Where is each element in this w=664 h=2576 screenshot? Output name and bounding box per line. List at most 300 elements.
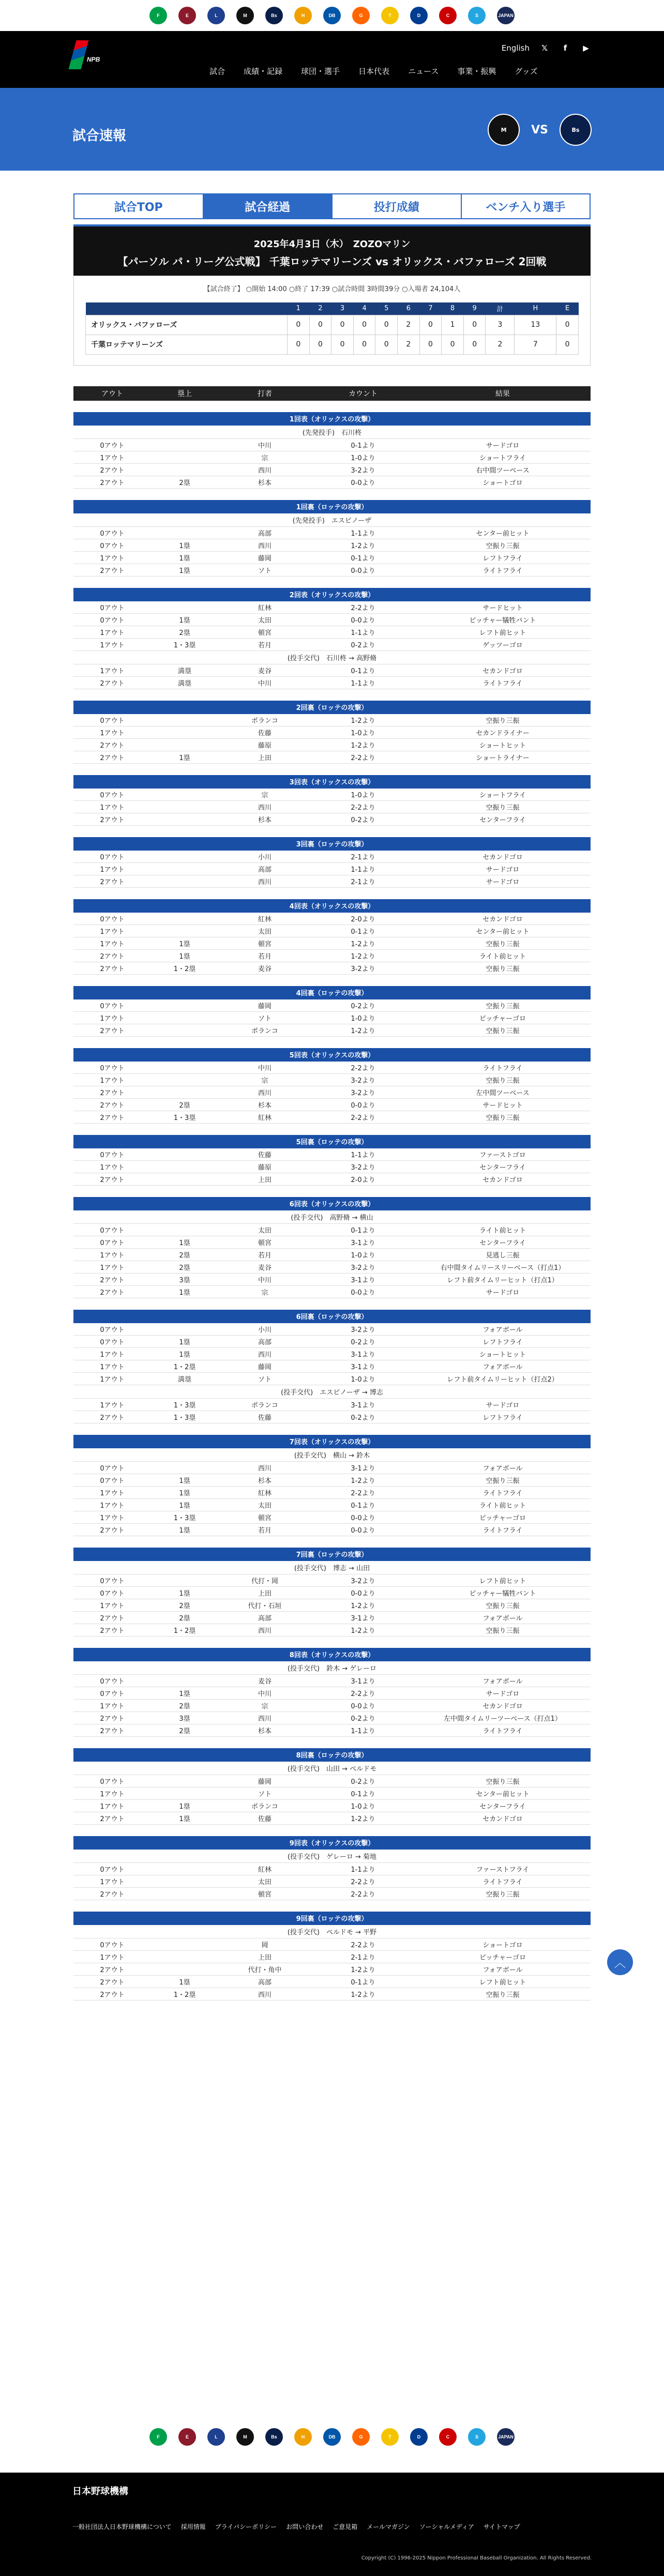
batter[interactable]: 麦谷: [218, 962, 311, 975]
runners: 1塁: [151, 937, 218, 950]
nav-item[interactable]: 日本代表: [358, 67, 390, 76]
batter[interactable]: 藤岡: [218, 999, 311, 1012]
inning-header: [73, 500, 591, 513]
scoreboard-header-cell: 3: [331, 302, 354, 315]
play-result: 空振り三振: [415, 539, 591, 552]
out-count: 0アウト: [73, 1687, 151, 1700]
play-result: 右中間タイムリースリーベース（打点1）: [415, 1261, 591, 1274]
batter[interactable]: ポランコ: [218, 1800, 311, 1812]
batter[interactable]: 上田: [218, 1173, 311, 1186]
scoreboard-team-name[interactable]: オリックス・バファローズ: [86, 315, 288, 335]
batter[interactable]: 西川: [218, 539, 311, 552]
batter[interactable]: 杉本: [218, 1474, 311, 1487]
play-row: [73, 1224, 591, 1236]
out-count: 0アウト: [73, 439, 151, 451]
batter[interactable]: 中川: [218, 1687, 311, 1700]
play-result: ライト前ヒット: [415, 1224, 591, 1236]
runners: 1・2塁: [151, 962, 218, 975]
out-count: 1アウト: [73, 925, 151, 937]
play-row: [73, 925, 591, 937]
batter[interactable]: 佐藤: [218, 726, 311, 739]
team-logo-icon[interactable]: T: [381, 2428, 399, 2446]
pitcher-note: (投手交代) エスピノーザ → 博志: [73, 1385, 591, 1399]
batter[interactable]: 麦谷: [218, 664, 311, 677]
play-result: ピッチャーゴロ: [415, 1012, 591, 1024]
runners: [151, 913, 218, 925]
team-logo-icon[interactable]: T: [381, 7, 399, 24]
inning-header: [73, 1435, 591, 1448]
team-logo-icon[interactable]: JAPAN: [497, 7, 515, 24]
play-result: ショートフライ: [415, 789, 591, 801]
nav-item[interactable]: 事業・振興: [457, 67, 496, 76]
play-row: [73, 1976, 591, 1988]
runners: [151, 601, 218, 614]
batter[interactable]: ソト: [218, 1373, 311, 1385]
runners: [151, 1888, 218, 1900]
out-count: 1アウト: [73, 1511, 151, 1524]
batter[interactable]: 紅林: [218, 913, 311, 925]
batter[interactable]: 頓宮: [218, 1236, 311, 1249]
home-team-logo[interactable]: M: [488, 114, 520, 146]
team-logo-icon[interactable]: DB: [323, 2428, 341, 2446]
batter[interactable]: ポランコ: [218, 1024, 311, 1037]
out-count: 2アウト: [73, 1173, 151, 1186]
out-count: 0アウト: [73, 789, 151, 801]
batter[interactable]: 宗: [218, 1286, 311, 1298]
play-row: [73, 626, 591, 639]
batter[interactable]: 太田: [218, 1499, 311, 1511]
page-banner: [0, 88, 664, 171]
ball-count: 0-1より: [311, 925, 415, 937]
batter[interactable]: 麦谷: [218, 1675, 311, 1687]
batter[interactable]: ソト: [218, 1787, 311, 1800]
scoreboard-header-cell: 2: [309, 302, 331, 315]
scoreboard-cell: 0: [419, 315, 442, 335]
runners: 1塁: [151, 1236, 218, 1249]
batter[interactable]: 太田: [218, 1224, 311, 1236]
facebook-icon[interactable]: f: [563, 43, 567, 53]
batter[interactable]: 西川: [218, 1988, 311, 2001]
play-row: [73, 913, 591, 925]
batter[interactable]: 代打・石垣: [218, 1599, 311, 1612]
footer-link[interactable]: ソーシャルメディア: [419, 2523, 474, 2530]
batter[interactable]: 小川: [218, 1323, 311, 1336]
out-count: 2アウト: [73, 1612, 151, 1624]
pbp-spacer: [73, 1536, 591, 1548]
ball-count: 1-0より: [311, 1800, 415, 1812]
out-count: 2アウト: [73, 1963, 151, 1976]
pitcher-note-row: [73, 1762, 591, 1775]
batter[interactable]: 高部: [218, 527, 311, 539]
inning-header: [73, 837, 591, 851]
batter[interactable]: 若月: [218, 950, 311, 962]
ball-count: 0-2より: [311, 1336, 415, 1348]
batter[interactable]: 藤岡: [218, 1775, 311, 1787]
team-logo-icon[interactable]: E: [178, 2428, 196, 2446]
out-count: 0アウト: [73, 1474, 151, 1487]
tab-stats[interactable]: 投打成績: [333, 193, 462, 219]
out-count: 1アウト: [73, 1348, 151, 1360]
play-result: 左中間タイムリーツーベース（打点1）: [415, 1712, 591, 1724]
out-count: 0アウト: [73, 1323, 151, 1336]
ball-count: 1-1より: [311, 863, 415, 875]
ball-count: 3-2より: [311, 1323, 415, 1336]
batter[interactable]: 頓宮: [218, 937, 311, 950]
team-logo-icon[interactable]: Bs: [265, 7, 283, 24]
nav-item[interactable]: 試合: [209, 67, 225, 76]
play-row: [73, 813, 591, 826]
team-logo-icon[interactable]: C: [439, 2428, 457, 2446]
batter[interactable]: 紅林: [218, 1111, 311, 1124]
pbp-header-cell: アウト: [73, 386, 151, 401]
runners: 満塁: [151, 1373, 218, 1385]
out-count: 0アウト: [73, 1775, 151, 1787]
out-count: 2アウト: [73, 950, 151, 962]
runners: [151, 789, 218, 801]
play-result: サードゴロ: [415, 1286, 591, 1298]
batter[interactable]: 高部: [218, 1976, 311, 1988]
ball-count: 1-2より: [311, 1624, 415, 1636]
team-logo-icon[interactable]: Bs: [265, 2428, 283, 2446]
ball-count: 2-1より: [311, 875, 415, 888]
footer-link[interactable]: お問い合わせ: [286, 2523, 324, 2530]
batter[interactable]: 麦谷: [218, 1261, 311, 1274]
scroll-top-button[interactable]: [607, 1949, 633, 1975]
scoreboard-cell: 3: [486, 315, 515, 335]
footer-link[interactable]: ご意見箱: [333, 2523, 358, 2530]
batter[interactable]: 中川: [218, 1062, 311, 1074]
play-result: 空振り三振: [415, 1599, 591, 1612]
team-logo-icon[interactable]: S: [468, 2428, 486, 2446]
batter[interactable]: 頓宮: [218, 626, 311, 639]
batter[interactable]: 西川: [218, 801, 311, 813]
tab-game-top[interactable]: 試合TOP: [73, 193, 204, 219]
out-count: 0アウト: [73, 1574, 151, 1587]
out-count: 1アウト: [73, 801, 151, 813]
ball-count: 2-2より: [311, 751, 415, 764]
batter[interactable]: 杉本: [218, 476, 311, 489]
batter[interactable]: 若月: [218, 1249, 311, 1261]
pitcher-note: (投手交代) 高野脩 → 横山: [73, 1210, 591, 1224]
play-row: [73, 464, 591, 476]
batter[interactable]: 頓宮: [218, 1511, 311, 1524]
out-count: 1アウト: [73, 639, 151, 651]
out-count: 2アウト: [73, 464, 151, 476]
batter[interactable]: 高部: [218, 863, 311, 875]
ball-count: 1-0より: [311, 451, 415, 464]
runners: 1塁: [151, 1487, 218, 1499]
play-row: [73, 1511, 591, 1524]
play-row: [73, 1675, 591, 1687]
ball-count: 3-2より: [311, 464, 415, 476]
ball-count: 1-2より: [311, 1599, 415, 1612]
footer-teams-strip: [0, 2403, 664, 2471]
out-count: 1アウト: [73, 626, 151, 639]
pbp-spacer-cell: [73, 489, 591, 500]
scoreboard-cell: 0: [463, 315, 486, 335]
team-logo-icon[interactable]: D: [410, 2428, 428, 2446]
away-team-logo[interactable]: Bs: [560, 114, 592, 146]
team-logo-icon[interactable]: C: [439, 7, 457, 24]
footer-link[interactable]: 採用情報: [180, 2523, 206, 2530]
out-count: 1アウト: [73, 1074, 151, 1086]
batter[interactable]: 佐藤: [218, 1148, 311, 1161]
out-count: 0アウト: [73, 1236, 151, 1249]
nav-item[interactable]: グッズ: [515, 67, 538, 76]
team-logo-icon[interactable]: E: [178, 7, 196, 24]
play-row: [73, 950, 591, 962]
runners: [151, 1574, 218, 1587]
ball-count: 3-1より: [311, 1462, 415, 1474]
team-logo-icon[interactable]: JAPAN: [497, 2428, 515, 2446]
scoreboard-cell: 2: [486, 335, 515, 354]
batter[interactable]: 若月: [218, 1524, 311, 1536]
team-logo-icon[interactable]: S: [468, 7, 486, 24]
team-logo-icon[interactable]: H: [294, 7, 312, 24]
play-result: 空振り三振: [415, 937, 591, 950]
pbp-spacer-cell: [73, 401, 591, 412]
batter[interactable]: 西川: [218, 1086, 311, 1099]
out-count: 1アウト: [73, 552, 151, 564]
team-logo-icon[interactable]: D: [410, 7, 428, 24]
batter[interactable]: 若月: [218, 639, 311, 651]
batter[interactable]: 太田: [218, 614, 311, 626]
play-result: ライトフライ: [415, 1875, 591, 1888]
play-row: [73, 1148, 591, 1161]
batter[interactable]: 藤岡: [218, 1360, 311, 1373]
batter[interactable]: 宗: [218, 789, 311, 801]
play-row: [73, 1111, 591, 1124]
out-count: 1アウト: [73, 1800, 151, 1812]
inning-header: [73, 1135, 591, 1148]
play-result: ライトフライ: [415, 677, 591, 689]
play-result: センター前ヒット: [415, 527, 591, 539]
play-row: [73, 1286, 591, 1298]
batter[interactable]: 代打・角中: [218, 1963, 311, 1976]
play-result: 空振り三振: [415, 1074, 591, 1086]
batter[interactable]: 西川: [218, 875, 311, 888]
footer-link[interactable]: サイトマップ: [483, 2523, 520, 2530]
runners: [151, 1951, 218, 1963]
play-row: [73, 1099, 591, 1111]
batter[interactable]: 西川: [218, 1348, 311, 1360]
batter[interactable]: 佐藤: [218, 1812, 311, 1825]
team-logo-icon[interactable]: M: [236, 2428, 254, 2446]
batter[interactable]: 宗: [218, 1074, 311, 1086]
play-row: [73, 1612, 591, 1624]
ball-count: 2-1より: [311, 851, 415, 863]
pbp-spacer: [73, 764, 591, 775]
pbp-spacer: [73, 1636, 591, 1648]
scoreboard-team-name[interactable]: 千葉ロッテマリーンズ: [86, 335, 288, 354]
batter[interactable]: 上田: [218, 1587, 311, 1599]
team-logo-icon[interactable]: H: [294, 2428, 312, 2446]
batter[interactable]: 上田: [218, 751, 311, 764]
team-logo-icon[interactable]: DB: [323, 7, 341, 24]
pitcher-note: (投手交代) 博志 → 山田: [73, 1561, 591, 1574]
nav-item[interactable]: ニュース: [408, 67, 439, 76]
batter[interactable]: 杉本: [218, 1099, 311, 1111]
play-result: レフト前ヒット: [415, 1574, 591, 1587]
play-result: フォアボール: [415, 1612, 591, 1624]
batter[interactable]: 高部: [218, 1612, 311, 1624]
batter[interactable]: 中川: [218, 677, 311, 689]
batter[interactable]: 太田: [218, 1875, 311, 1888]
runners: 1塁: [151, 552, 218, 564]
play-result: ライトフライ: [415, 1724, 591, 1737]
out-count: 2アウト: [73, 1024, 151, 1037]
scoreboard-cell: 0: [309, 335, 331, 354]
pbp-header-cell: カウント: [311, 386, 415, 401]
runners: [151, 527, 218, 539]
batter[interactable]: 中川: [218, 439, 311, 451]
batter[interactable]: 杉本: [218, 1724, 311, 1737]
runners: 1塁: [151, 950, 218, 962]
ball-count: 2-1より: [311, 1951, 415, 1963]
ball-count: 1-1より: [311, 626, 415, 639]
play-result: 空振り三振: [415, 962, 591, 975]
batter[interactable]: 佐藤: [218, 1411, 311, 1423]
batter[interactable]: ポランコ: [218, 714, 311, 726]
batter[interactable]: 宗: [218, 1700, 311, 1712]
ball-count: 0-2より: [311, 1712, 415, 1724]
play-result: フォアボール: [415, 1462, 591, 1474]
team-logo-icon[interactable]: F: [149, 7, 167, 24]
scoreboard-cell: 0: [353, 315, 375, 335]
pbp-spacer-cell: [73, 1636, 591, 1648]
batter[interactable]: 紅林: [218, 1487, 311, 1499]
footer-logo[interactable]: 日本野球機構: [72, 2486, 128, 2497]
play-row: [73, 639, 591, 651]
batter[interactable]: 上田: [218, 1951, 311, 1963]
npb-logo[interactable]: [72, 40, 119, 71]
copyright: Copyright (C) 1996-2025 Nippon Professional Baseball Organization. All Rights Reserved.: [361, 2555, 592, 2561]
batter[interactable]: ソト: [218, 1012, 311, 1024]
play-result: 空振り三振: [415, 1111, 591, 1124]
play-row: [73, 539, 591, 552]
batter[interactable]: 太田: [218, 925, 311, 937]
play-row: [73, 1812, 591, 1825]
batter[interactable]: 藤岡: [218, 552, 311, 564]
batter[interactable]: 西川: [218, 1462, 311, 1474]
pbp-spacer: [73, 1423, 591, 1435]
play-row: [73, 1724, 591, 1737]
team-logo-icon[interactable]: F: [149, 2428, 167, 2446]
pitcher-note: (投手交代) ゲレーロ → 菊地: [73, 1850, 591, 1863]
runners: 1塁: [151, 1474, 218, 1487]
out-count: 2アウト: [73, 813, 151, 826]
out-count: 0アウト: [73, 1675, 151, 1687]
batter[interactable]: ソト: [218, 564, 311, 577]
play-result: ライト前ヒット: [415, 950, 591, 962]
play-row: [73, 677, 591, 689]
out-count: 0アウト: [73, 1587, 151, 1599]
language-link[interactable]: English: [501, 43, 530, 53]
batter[interactable]: 高部: [218, 1336, 311, 1348]
team-logo-icon[interactable]: G: [352, 2428, 370, 2446]
batter[interactable]: 藤原: [218, 1161, 311, 1173]
nav-item[interactable]: 球団・選手: [301, 67, 340, 76]
runners: 1塁: [151, 1687, 218, 1700]
out-count: 1アウト: [73, 1261, 151, 1274]
batter[interactable]: 代打・岡: [218, 1574, 311, 1587]
runners: 2塁: [151, 1261, 218, 1274]
batter[interactable]: 頓宮: [218, 1888, 311, 1900]
scoreboard-cell: 0: [331, 335, 354, 354]
batter[interactable]: 小川: [218, 851, 311, 863]
batter[interactable]: 西川: [218, 464, 311, 476]
play-row: [73, 1236, 591, 1249]
pitcher-note: (投手交代) 石川柊 → 高野脩: [73, 651, 591, 664]
ball-count: 0-1より: [311, 1499, 415, 1511]
inning-header: [73, 899, 591, 913]
batter[interactable]: 宗: [218, 451, 311, 464]
out-count: 2アウト: [73, 1274, 151, 1286]
runners: [151, 1863, 218, 1875]
batter[interactable]: 西川: [218, 1712, 311, 1724]
batter[interactable]: 杉本: [218, 813, 311, 826]
youtube-icon[interactable]: ▶: [583, 43, 589, 53]
footer-link[interactable]: 一般社団法人日本野球機構について: [72, 2523, 172, 2530]
batter[interactable]: 紅林: [218, 601, 311, 614]
pbp-spacer-cell: [73, 1298, 591, 1310]
out-count: 2アウト: [73, 1099, 151, 1111]
play-result: 空振り三振: [415, 1474, 591, 1487]
play-row: [73, 1348, 591, 1360]
out-count: 1アウト: [73, 1599, 151, 1612]
x-icon[interactable]: 𝕏: [541, 43, 548, 53]
play-result: フォアボール: [415, 1360, 591, 1373]
play-result: サードヒット: [415, 1099, 591, 1111]
scoreboard-header-cell: 4: [353, 302, 375, 315]
play-row: [73, 1574, 591, 1587]
play-row: [73, 739, 591, 751]
tab-game-progress[interactable]: 試合経過: [204, 193, 333, 219]
inning-header: [73, 1748, 591, 1762]
batter[interactable]: 紅林: [218, 1863, 311, 1875]
pbp-header-cell: 塁上: [151, 386, 218, 401]
play-row: [73, 1474, 591, 1487]
ball-count: 1-0より: [311, 1373, 415, 1385]
batter[interactable]: 西川: [218, 1624, 311, 1636]
team-logo-icon[interactable]: M: [236, 7, 254, 24]
ball-count: 0-1より: [311, 664, 415, 677]
team-logo-icon[interactable]: L: [207, 2428, 225, 2446]
ball-count: 3-1より: [311, 1348, 415, 1360]
inning-title: 3回表（オリックスの攻撃）: [73, 775, 591, 789]
batter[interactable]: 中川: [218, 1274, 311, 1286]
runners: [151, 875, 218, 888]
footer-link[interactable]: メールマガジン: [367, 2523, 410, 2530]
game-date: 2025年4月3日（木） ZOZOマリン: [253, 239, 411, 250]
runners: 1塁: [151, 1976, 218, 1988]
nav-item[interactable]: 成績・記録: [244, 67, 283, 76]
batter[interactable]: 藤原: [218, 739, 311, 751]
batter[interactable]: 岡: [218, 1938, 311, 1951]
site-header: [0, 31, 664, 88]
batter[interactable]: ポランコ: [218, 1399, 311, 1411]
team-logo-icon[interactable]: L: [207, 7, 225, 24]
tab-bench[interactable]: ベンチ入り選手: [462, 193, 591, 219]
pbp-spacer-cell: [73, 1423, 591, 1435]
runners: 1・3塁: [151, 639, 218, 651]
page-title: 試合速報: [72, 128, 127, 144]
team-logo-icon[interactable]: G: [352, 7, 370, 24]
footer-link[interactable]: プライバシーポリシー: [215, 2523, 277, 2530]
play-row: [73, 1012, 591, 1024]
scoreboard-header-cell: 1: [288, 302, 310, 315]
out-count: 1アウト: [73, 937, 151, 950]
